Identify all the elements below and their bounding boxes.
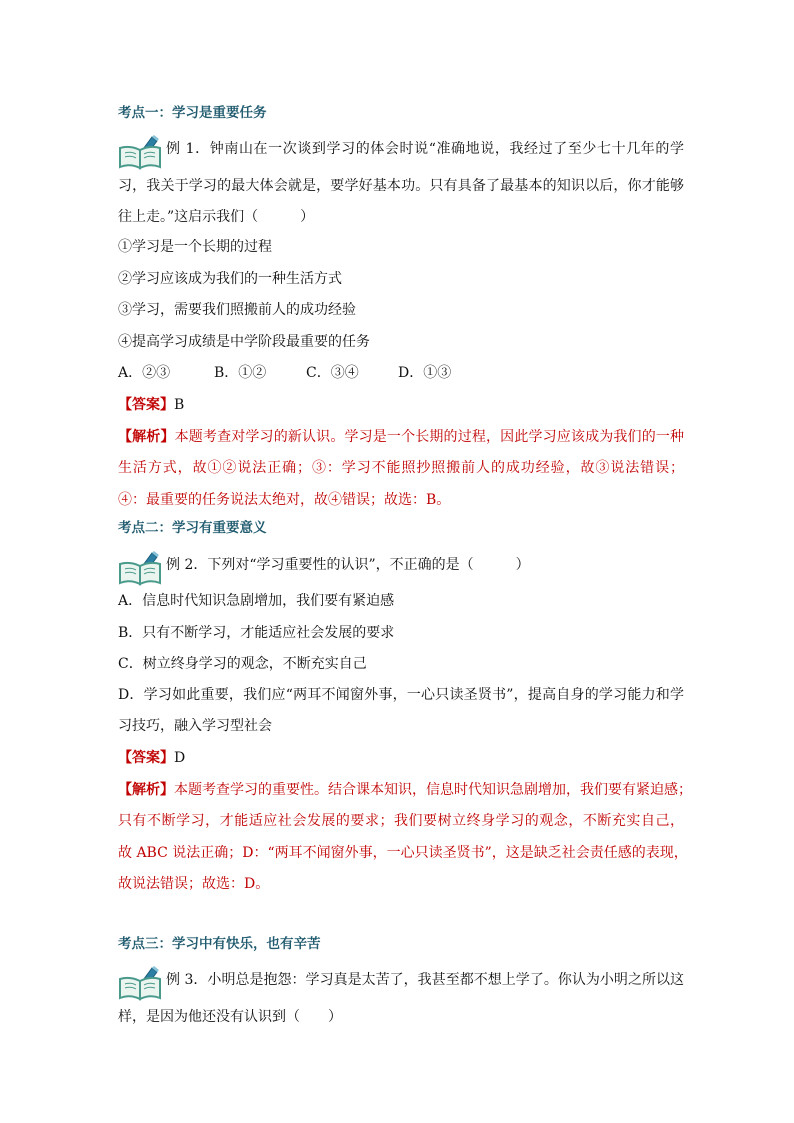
option-c: C．③④: [306, 365, 359, 381]
section-heading-2: 考点二：学习有重要意义: [118, 520, 267, 536]
question-1-line-3: 往上走。”这启示我们（ ）: [118, 209, 315, 225]
answer-2: [118, 749, 684, 767]
analysis-text: 本题考查对学习的新认识。学习是一个长期的过程，因此学习应该成为我们的一种: [174, 429, 685, 445]
analysis-2-line-3: 故 ABC 说法正确；D：“两耳不闻窗外事，一心只读圣贤书”，这是缺乏社会责任感的表现，: [118, 845, 688, 861]
analysis-1-line-3: ④：最重要的任务说法太绝对，故④错误；故选：B。: [118, 492, 451, 508]
statement-4: ④提高学习成绩是中学阶段最重要的任务: [118, 334, 370, 350]
book-pen-icon: [118, 550, 164, 586]
options-row-1: [118, 364, 451, 382]
question-2-line-1: 例 2．下列对“学习重要性的认识”，不正确的是（ ）: [166, 557, 530, 573]
book-pen-icon: [118, 134, 164, 170]
statement-2: ②学习应该成为我们的一种生活方式: [118, 271, 342, 287]
analysis-tag: 【解析】: [118, 782, 174, 798]
question-1-line-1: 例 1．钟南山在一次谈到学习的体会时说“准确地说，我经过了至少七十几年的学: [166, 141, 684, 157]
section-heading-1: 考点一：学习是重要任务: [118, 105, 267, 121]
option-2-d-line-1: D．学习如此重要，我们应“两耳不闻窗外事，一心只读圣贤书”，提高自身的学习能力和学: [118, 687, 684, 703]
option-2-b: B．只有不断学习，才能适应社会发展的要求: [118, 625, 395, 641]
answer-1: [118, 396, 684, 414]
question-3-line-1: 例 3．小明总是抱怨：学习真是太苦了，我甚至都不想上学了。你认为小明之所以这: [166, 972, 684, 988]
statement-1: ①学习是一个长期的过程: [118, 239, 272, 255]
analysis-text: 本题考查学习的重要性。结合课本知识，信息时代知识急剧增加，我们要有紧迫感；: [174, 782, 692, 798]
answer-value: B: [174, 397, 185, 413]
analysis-tag: 【解析】: [118, 429, 175, 445]
option-d: D．①③: [398, 365, 452, 381]
analysis-2-line-2: 只有不断学习，才能适应社会发展的要求；我们要树立终身学习的观念，不断充实自己，: [118, 813, 684, 829]
analysis-1-line-2: 生活方式，故①②说法正确；③：学习不能照抄照搬前人的成功经验，故③说法错误；: [118, 460, 684, 476]
analysis-2-line-4: 故说法错误；故选：D。: [118, 876, 270, 892]
option-a: A．②③: [118, 365, 171, 381]
option-2-c: C．树立终身学习的观念，不断充实自己: [118, 656, 367, 672]
analysis-2-line-1: [118, 781, 692, 799]
option-2-d-line-2: 习技巧，融入学习型社会: [118, 718, 272, 734]
answer-value: D: [174, 750, 186, 766]
statement-3: ③学习，需要我们照搬前人的成功经验: [118, 302, 356, 318]
answer-tag: 【答案】: [118, 397, 174, 413]
section-heading-3: 考点三：学习中有快乐，也有辛苦: [118, 936, 321, 952]
answer-tag: 【答案】: [118, 750, 174, 766]
question-3-line-2: 样，是因为他还没有认识到（ ）: [118, 1009, 342, 1025]
analysis-1-line-1: [118, 428, 684, 446]
question-1-line-2: 习，我关于学习的最大体会就是，要学好基本功。只有具备了最基本的知识以后，你才能够: [118, 178, 684, 194]
option-b: B．①②: [214, 365, 267, 381]
book-pen-icon: [118, 965, 164, 1001]
option-2-a: A．信息时代知识急剧增加，我们要有紧迫感: [118, 593, 395, 609]
